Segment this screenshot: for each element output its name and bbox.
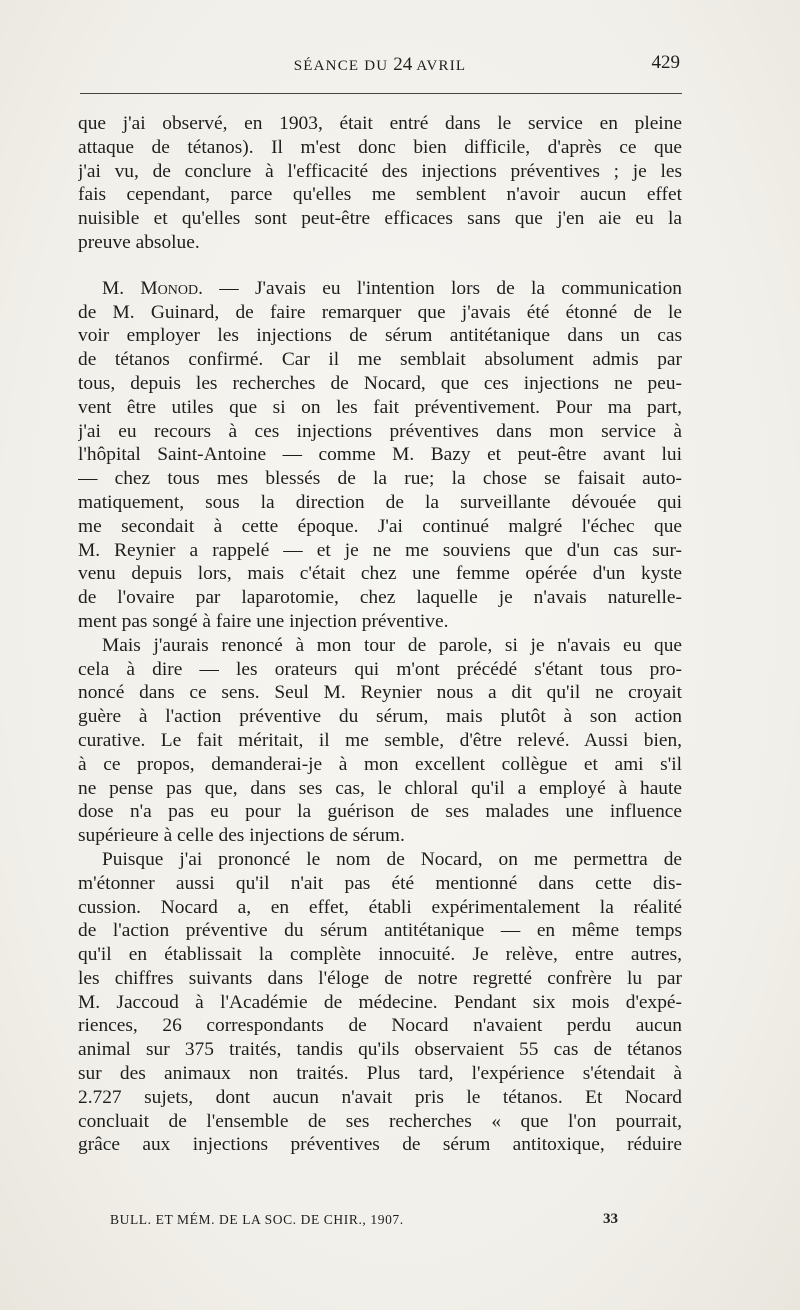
text-line-content: à ce propos, demanderai-je à mon excellent collègue et ami s'il (78, 753, 682, 775)
text-line-content: voir employer les injections de sérum antitétanique dans un cas (78, 325, 682, 347)
text-line-content: de M. Guinard, de faire remarquer que j'avais été étonné de le (78, 301, 682, 323)
page-number: 429 (651, 52, 680, 73)
text-line (78, 231, 682, 255)
text-line-content: j'ai vu, de conclure à l'efficacité des injections préventives ; je les (78, 160, 682, 182)
text-line-content: de l'ovaire par laparotomie, chez laquelle je n'avais naturelle- (78, 587, 682, 609)
text-line (78, 872, 682, 896)
text-line-content: tous, depuis les recherches de Nocard, que ces injections ne peu- (78, 372, 682, 394)
text-line (78, 1062, 682, 1086)
text-line (78, 348, 682, 372)
text-line-content: cussion. Nocard a, en effet, établi expérimentalement la réalité (78, 896, 682, 918)
text-line-content: venu depuis lors, mais c'était chez une femme opérée d'un kyste (78, 563, 682, 585)
text-line-content: sur des animaux non traités. Plus tard, l'expérience s'étendait à (78, 1063, 682, 1085)
speaker-name: M. Monod. (102, 277, 203, 299)
text-line (78, 919, 682, 943)
text-line-content: m'étonner aussi qu'il n'ait pas été mentionné dans cette dis- (78, 872, 682, 894)
running-head (78, 50, 682, 74)
text-line-content: nuisible et qu'elles sont peut-être efficaces sans que j'en aie eu la (78, 208, 682, 230)
text-line (78, 658, 682, 682)
text-line (78, 753, 682, 777)
text-line-content: preuve absolue. (78, 231, 200, 253)
text-line (78, 1014, 682, 1038)
signature-mark: 33 (603, 1211, 618, 1227)
text-line (78, 681, 682, 705)
header-rule (80, 93, 682, 94)
text-line (78, 443, 682, 467)
text-line (78, 991, 682, 1015)
text-line (78, 420, 682, 444)
text-line-content: qu'il en établissait la complète innocuité. Je relève, entre autres, (78, 944, 682, 966)
running-title (78, 54, 682, 76)
text-line-content: ne pense pas que, dans ses cas, le chloral qu'il a employé à haute (78, 777, 682, 799)
text-line-content: noncé dans ce sens. Seul M. Reynier nous a dit qu'il ne croyait (78, 682, 682, 704)
text-line-content: animal sur 375 traités, tandis qu'ils observaient 55 cas de tétanos (78, 1039, 682, 1061)
text-line-content: de tétanos confirmé. Car il me semblait absolument admis par (78, 349, 682, 371)
running-title-suffix: AVRIL (412, 58, 467, 74)
body-text (78, 112, 682, 1157)
text-line (78, 586, 682, 610)
text-line (78, 515, 682, 539)
text-line-content: Puisque j'ai prononcé le nom de Nocard, on me permettra de (102, 848, 682, 870)
text-line-content: 2.727 sujets, dont aucun n'avait pris le tétanos. Et Nocard (78, 1086, 682, 1108)
text-line (78, 634, 682, 658)
text-line-content: M. Jaccoud à l'Académie de médecine. Pendant six mois d'expé- (78, 991, 682, 1013)
text-line-content: — J'avais eu l'intention lors de la communication (202, 277, 682, 299)
text-line (78, 943, 682, 967)
text-line (78, 160, 682, 184)
text-line-content: supérieure à celle des injections de sérum. (78, 825, 405, 847)
text-line (78, 491, 682, 515)
text-line-content: cela à dire — les orateurs qui m'ont précédé s'étant tous pro- (78, 658, 682, 680)
text-line-content: de l'action préventive du sérum antitétanique — en même temps (78, 920, 682, 942)
text-line-content: M. Reynier a rappelé — et je ne me souviens que d'un cas sur- (78, 539, 682, 561)
text-line-content: matiquement, sous la direction de la surveillante dévouée qui (78, 491, 682, 513)
text-line-content: l'hôpital Saint-Antoine — comme M. Bazy et peut-être avant lui (78, 444, 682, 466)
text-line (78, 800, 682, 824)
text-line (78, 539, 682, 563)
text-line (78, 207, 682, 231)
text-line-content: dose n'a pas eu pour la guérison de ses malades une influence (78, 801, 682, 823)
text-line-content: me secondait à cette époque. J'ai continué malgré l'échec que (78, 515, 682, 537)
text-line (78, 967, 682, 991)
text-line (78, 848, 682, 872)
text-line-content: j'ai eu recours à ces injections préventives dans mon service à (78, 420, 682, 442)
text-line-content: grâce aux injections préventives de sérum antitoxique, réduire (78, 1134, 682, 1156)
text-line (78, 1038, 682, 1062)
text-line-content: riences, 26 correspondants de Nocard n'avaient perdu aucun (78, 1015, 682, 1037)
paragraph-gap (78, 255, 682, 277)
footer-citation: BULL. ET MÉM. DE LA SOC. DE CHIR., 1907. (110, 1212, 404, 1227)
text-line (78, 324, 682, 348)
text-line-content: vent être utiles que si on les fait préventivement. Pour ma part, (78, 396, 682, 418)
text-line (78, 610, 682, 634)
text-line (78, 396, 682, 420)
text-line-content: curative. Le fait méritait, il me semble, d'être relevé. Aussi bien, (78, 729, 682, 751)
running-title-day: 24 (393, 54, 413, 75)
text-line-content: fais cependant, parce qu'elles me semblent n'avoir aucun effet (78, 184, 682, 206)
text-line (78, 824, 682, 848)
text-line-content: Mais j'aurais renoncé à mon tour de parole, si je n'avais eu que (102, 634, 682, 656)
text-line (78, 277, 682, 301)
text-line (78, 372, 682, 396)
text-line (78, 112, 682, 136)
text-line-content: que j'ai observé, en 1903, était entré dans le service en pleine (78, 113, 682, 134)
page-footer (78, 1210, 682, 1232)
text-line (78, 136, 682, 160)
text-line (78, 183, 682, 207)
text-line-content: ment pas songé à faire une injection préventive. (78, 610, 449, 632)
text-line (78, 301, 682, 325)
text-line (78, 467, 682, 491)
text-line (78, 896, 682, 920)
text-line (78, 729, 682, 753)
text-line (78, 562, 682, 586)
text-line-content: guère à l'action préventive du sérum, mais plutôt à son action (78, 706, 682, 728)
text-line (78, 1110, 682, 1134)
text-line (78, 1086, 682, 1110)
text-line-content: attaque de tétanos). Il m'est donc bien difficile, d'après ce que (78, 136, 682, 158)
text-line (78, 1133, 682, 1157)
running-title-prefix: SÉANCE DU (293, 58, 394, 74)
text-line (78, 777, 682, 801)
text-line-content: concluait de l'ensemble de ses recherches « que l'on pourrait, (78, 1110, 682, 1132)
text-line (78, 705, 682, 729)
text-line-content: les chiffres suivants dans l'éloge de notre regretté confrère lu par (78, 967, 682, 989)
text-line-content: — chez tous mes blessés de la rue; la chose se faisait auto- (78, 468, 682, 490)
